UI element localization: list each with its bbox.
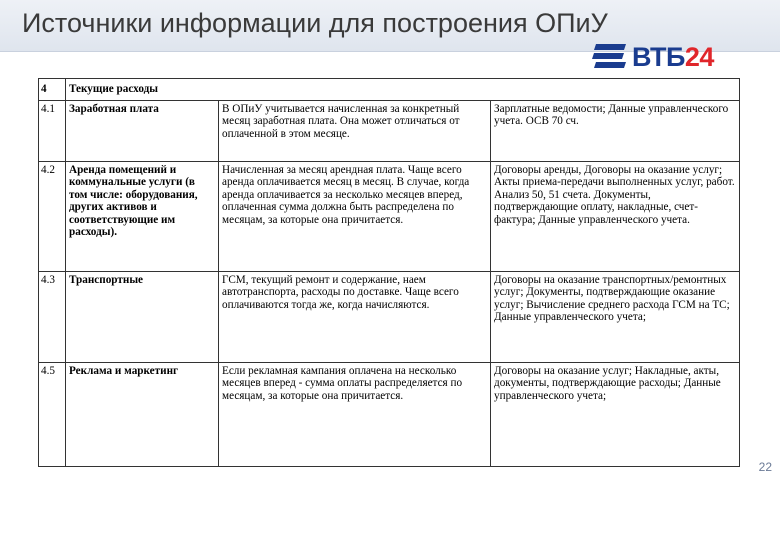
row-source: Договоры на оказание транспортных/ремонтных услуг; Документы, подтверждающие оказание услуг; Вычисление среднего расхода ГСМ на ТС; Данные управленческого учета; <box>494 274 730 324</box>
row-num: 4.2 <box>39 162 66 271</box>
row-name: Реклама и маркетинг <box>66 363 219 466</box>
row-num: 4.5 <box>39 363 66 466</box>
row-source: Договоры аренды, Договоры на оказание услуг; Акты приема-передачи выполненных услуг, работ. Анализ 50, 51 счета. Документы, подтверждающие оплату, накладные, счет-фактура; Данные управленческого учета. <box>494 164 735 226</box>
slide-title: Источники информации для построения ОПиУ <box>22 8 608 38</box>
row-num: 4.3 <box>39 272 66 362</box>
table-row <box>39 101 739 162</box>
expenses-table <box>38 78 740 467</box>
header-num: 4 <box>39 79 66 100</box>
table-row <box>39 162 739 272</box>
vtb-flag-icon <box>592 42 628 72</box>
page-number: 22 <box>758 460 772 474</box>
vtb24-logo <box>592 40 752 80</box>
row-desc: ГСМ, текущий ремонт и содержание, наем автотранспорта, расходы по доставке. Чаще всего оплачиваются тогда же, когда начисляются. <box>219 272 491 362</box>
row-desc: Если рекламная кампания оплачена на несколько месяцев вперед - сумма оплаты распределяется по месяцам, за которые она причитается. <box>219 363 491 466</box>
table-row <box>39 363 739 466</box>
row-name: Заработная плата <box>66 101 219 161</box>
row-source: Зарплатные ведомости; Данные управленческого учета. ОСВ 70 сч. <box>494 103 729 128</box>
row-desc: Начисленная за месяц арендная плата. Чаще всего аренда оплачивается месяц в месяц. В случае, когда аренда оплачивается за несколько месяцев вперед, оплаченная сумма должна быть распределена по месяцам, за которые она причитается. <box>219 162 491 271</box>
row-name: Аренда помещений и коммунальные услуги (в том числе: оборудования, других активов и соответствующие им расходы). <box>66 162 219 271</box>
row-name: Транспортные <box>66 272 219 362</box>
row-desc: В ОПиУ учитывается начисленная за конкретный месяц заработная плата. Она может отличаться от оплаченной в этом месяце. <box>219 101 491 161</box>
header-name: Текущие расходы <box>69 83 159 95</box>
logo-text <box>632 42 714 73</box>
logo-number: 24 <box>684 42 714 72</box>
table-row <box>39 272 739 363</box>
row-num: 4.1 <box>39 101 66 161</box>
table-header-row <box>39 79 739 101</box>
logo-letters: ВТБ <box>632 42 685 72</box>
row-source: Договоры на оказание услуг; Накладные, акты, документы, подтверждающие расходы; Данные управленческого учета; <box>494 365 721 402</box>
